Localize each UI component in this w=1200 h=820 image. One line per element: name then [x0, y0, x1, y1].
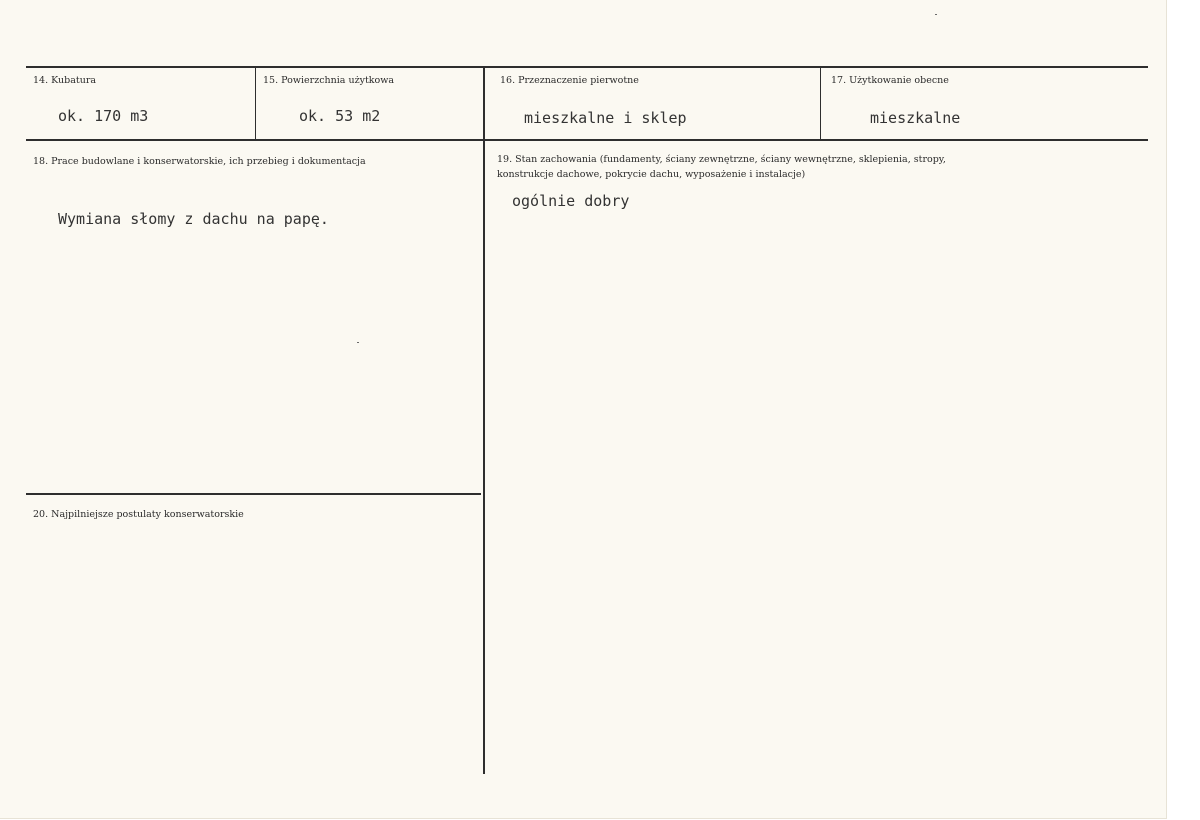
field-18-value: Wymiana słomy z dachu na papę. [58, 210, 329, 228]
field-14-label: 14. Kubatura [33, 75, 97, 86]
field-16-value: mieszkalne i sklep [524, 109, 687, 127]
column-divider-main [483, 140, 485, 774]
field-19-value: ogólnie dobry [512, 192, 630, 210]
paper-speck [357, 342, 359, 343]
field-17-label: 17. Użytkowanie obecne [831, 75, 949, 86]
field-19-label-line-2: konstrukcje dachowe, pokrycie dachu, wyposażenie i instalacje) [497, 169, 806, 180]
field-14-value: ok. 170 m3 [58, 107, 149, 125]
field-18-label: 18. Prace budowlane i konserwatorskie, ich przebieg i dokumentacja [33, 156, 366, 167]
column-divider-15-16 [483, 67, 485, 140]
top-rule [26, 66, 1148, 68]
paper-speck [935, 14, 937, 15]
field-15-value: ok. 53 m2 [299, 107, 381, 125]
row-divider-rule [26, 139, 1148, 141]
section-20-divider-rule [26, 493, 481, 495]
column-divider-14-15 [255, 67, 256, 140]
column-divider-16-17 [820, 67, 821, 140]
field-20-label: 20. Najpilniejsze postulaty konserwatorskie [33, 509, 244, 520]
field-17-value: mieszkalne [870, 109, 961, 127]
field-16-label: 16. Przeznaczenie pierwotne [500, 75, 639, 86]
field-19-label-line-1: 19. Stan zachowania (fundamenty, ściany zewnętrzne, ściany wewnętrzne, sklepienia, stropy, [497, 154, 946, 165]
field-15-label: 15. Powierzchnia użytkowa [263, 75, 395, 86]
